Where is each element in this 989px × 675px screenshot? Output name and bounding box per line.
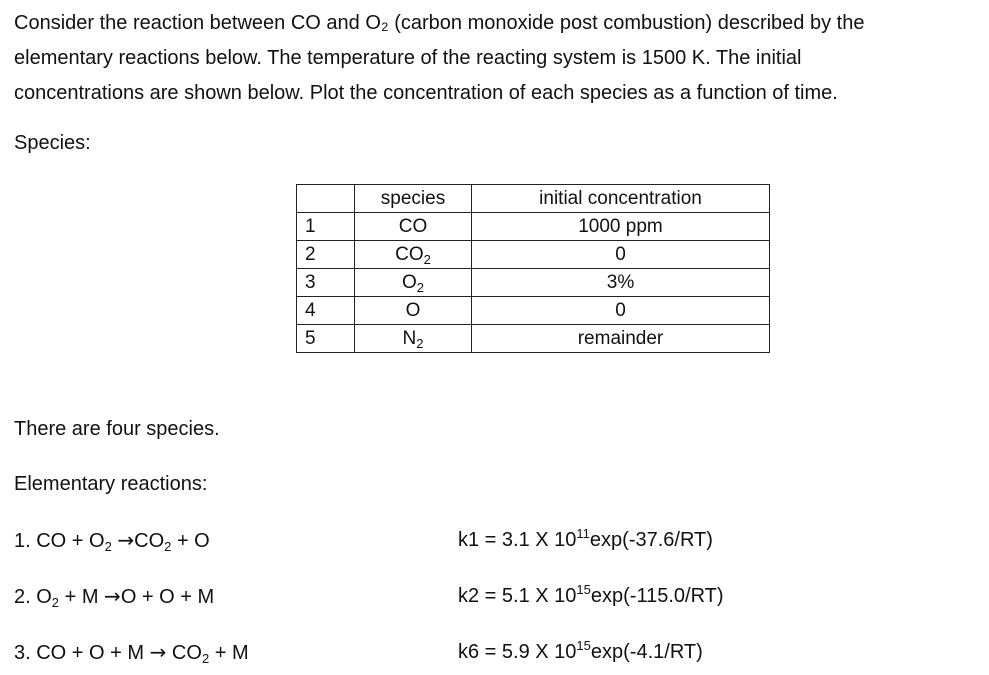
rate-prefix: k2 = 5.1 X 10 bbox=[458, 585, 577, 607]
species-subscript: 2 bbox=[416, 336, 424, 351]
row-concentration: 0 bbox=[472, 241, 770, 269]
rate-exponent: 15 bbox=[576, 638, 591, 653]
rate-exponent: 15 bbox=[576, 582, 591, 597]
row-num: 3 bbox=[297, 269, 355, 297]
arrow-right-icon: → bbox=[117, 528, 135, 552]
reaction-subscript: 2 bbox=[51, 595, 60, 610]
row-concentration: 1000 ppm bbox=[472, 213, 770, 241]
row-species bbox=[355, 269, 472, 297]
reaction-subscript: 2 bbox=[201, 651, 210, 666]
rate-prefix: k6 = 5.9 X 10 bbox=[458, 641, 577, 663]
row-num: 1 bbox=[297, 213, 355, 241]
row-species bbox=[355, 213, 472, 241]
table-row bbox=[297, 297, 770, 325]
elementary-reactions-heading: Elementary reactions: bbox=[14, 473, 208, 495]
species-name: CO bbox=[395, 244, 424, 265]
species-name: CO bbox=[398, 216, 428, 237]
row-num: 4 bbox=[297, 297, 355, 325]
reaction-text: CO bbox=[166, 642, 202, 664]
row-concentration: 3% bbox=[472, 269, 770, 297]
header-num bbox=[297, 185, 355, 213]
species-name: O bbox=[405, 300, 421, 321]
species-name: O bbox=[401, 272, 417, 293]
table-row bbox=[297, 269, 770, 297]
reaction-text: 2. O bbox=[14, 586, 52, 608]
header-concentration: initial concentration bbox=[472, 185, 770, 213]
rate-constant-3 bbox=[458, 637, 703, 667]
four-species-note: There are four species. bbox=[14, 418, 220, 440]
reaction-1 bbox=[14, 525, 210, 556]
reaction-text: + M bbox=[209, 642, 249, 664]
rate-suffix: exp(-37.6/RT) bbox=[589, 529, 713, 551]
reaction-text: 1. CO + O bbox=[14, 530, 105, 552]
rate-constant-2 bbox=[458, 581, 724, 611]
row-species bbox=[355, 297, 472, 325]
header-species: species bbox=[355, 185, 472, 213]
initial-concentration-table bbox=[296, 184, 770, 353]
row-concentration: remainder bbox=[472, 325, 770, 353]
intro-line-2: elementary reactions below. The temperature of the reacting system is 1500 K. The initial bbox=[14, 47, 802, 69]
rate-suffix: exp(-4.1/RT) bbox=[590, 641, 703, 663]
problem-statement bbox=[14, 6, 979, 111]
species-name: N bbox=[402, 328, 417, 349]
reaction-subscript: 2 bbox=[104, 539, 112, 554]
rate-suffix: exp(-115.0/RT) bbox=[590, 585, 724, 607]
row-concentration: 0 bbox=[472, 297, 770, 325]
row-species bbox=[355, 241, 472, 269]
table-row bbox=[297, 325, 770, 353]
reaction-text: 3. CO + O + M bbox=[14, 642, 150, 664]
row-species bbox=[355, 325, 472, 353]
rate-constant-1 bbox=[458, 525, 713, 555]
rate-prefix: k1 = 3.1 X 10 bbox=[458, 529, 577, 551]
intro-line-1: Consider the reaction between CO and O₂ (carbon monoxide post combustion) described by the bbox=[14, 12, 865, 34]
arrow-right-icon: → bbox=[149, 640, 167, 664]
reaction-text: + O bbox=[171, 530, 210, 552]
species-subscript: 2 bbox=[423, 252, 431, 267]
arrow-right-icon: → bbox=[104, 584, 121, 608]
table-header-row bbox=[297, 185, 770, 213]
reaction-text: CO bbox=[134, 530, 165, 552]
reaction-3 bbox=[14, 637, 249, 668]
reaction-text: + M bbox=[59, 586, 105, 608]
rate-exponent: 11 bbox=[576, 526, 590, 541]
table-row bbox=[297, 213, 770, 241]
row-num: 5 bbox=[297, 325, 355, 353]
row-num: 2 bbox=[297, 241, 355, 269]
reaction-2 bbox=[14, 581, 214, 612]
reaction-subscript: 2 bbox=[164, 539, 172, 554]
table-row bbox=[297, 241, 770, 269]
intro-line-3: concentrations are shown below. Plot the concentration of each species as a function of time. bbox=[14, 82, 838, 104]
species-heading: Species: bbox=[14, 132, 91, 154]
reaction-text: O + O + M bbox=[120, 586, 215, 608]
species-subscript: 2 bbox=[416, 280, 424, 295]
